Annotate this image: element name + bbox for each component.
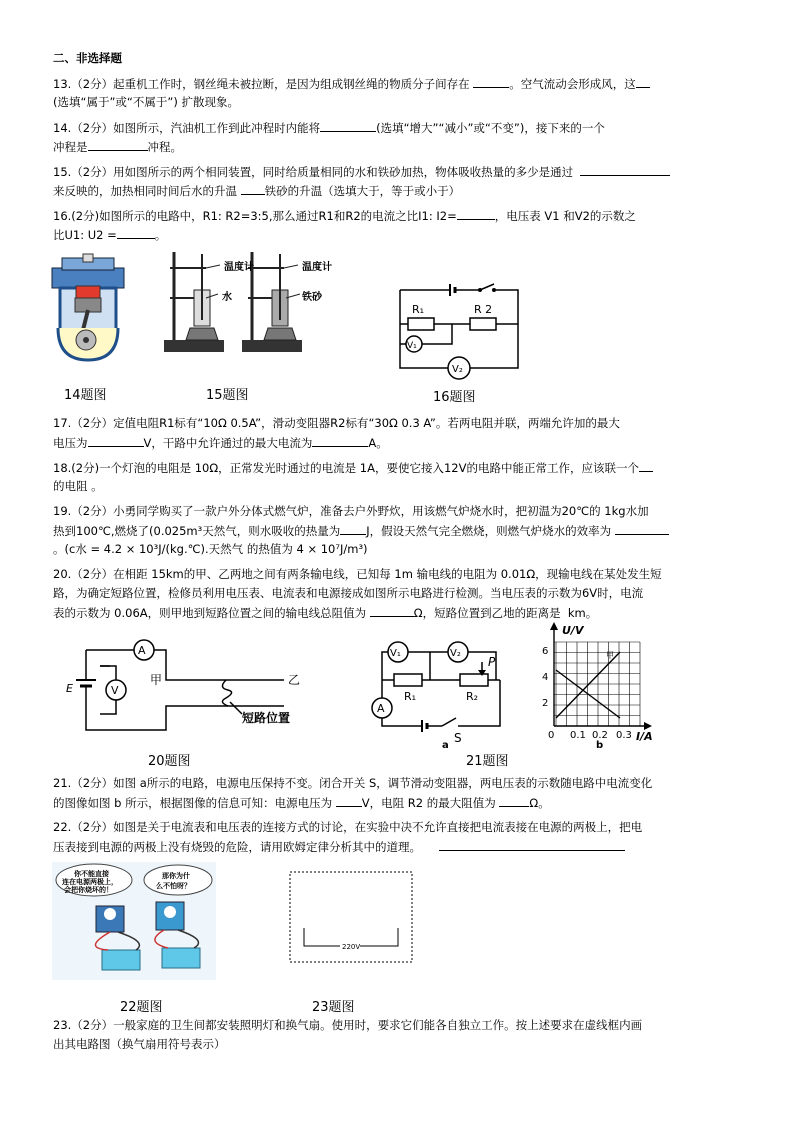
circuit-21a-figure <box>378 640 508 750</box>
q19-blank-1[interactable] <box>340 523 366 535</box>
caption-fig-15: 15题图 <box>206 388 249 403</box>
q20-blank-1[interactable] <box>370 605 414 617</box>
graph-y-tick-6: 6 <box>542 646 549 657</box>
q14-text-c: 冲程是 <box>53 140 88 154</box>
graph-x-tick-01: 0.1 <box>570 730 586 741</box>
circuit-frame-23-figure <box>288 870 416 966</box>
fig21-v2-label: V₂ <box>450 648 461 659</box>
q17-blank-1[interactable] <box>88 435 144 447</box>
q15-text-b: 来反映的，加热相同时间后水的升温 <box>53 184 237 198</box>
question-13-line-2: (选填“属于”或“不属于”) 扩散现象。 <box>53 95 239 109</box>
q21-text-b: V，电阻 R2 的最大阻值为 <box>361 796 496 810</box>
q17-text-c: A。 <box>368 436 388 450</box>
caption-fig-16: 16题图 <box>433 390 476 405</box>
bubble1-line3: 会把你烧坏的！ <box>64 886 113 894</box>
caption-fig-20: 20题图 <box>148 754 191 769</box>
q17-text-b: V，干路中允许通过的最大电流为 <box>143 436 313 450</box>
fig20-source-label: E <box>66 682 73 695</box>
graph-x-label: I/A <box>636 730 653 743</box>
q21-blank-2[interactable] <box>499 795 529 807</box>
q19-text-a: 热到100℃,燃烧了(0.025m³天然气，则水吸收的热量为 <box>53 524 341 538</box>
q21-blank-1[interactable] <box>336 795 362 807</box>
graph-line-jia <box>556 652 620 718</box>
bubble2-line2: 么不怕呀？ <box>156 882 191 890</box>
q15-blank-1[interactable] <box>580 164 670 176</box>
r1-label: R₁ <box>412 303 425 316</box>
graph-y-label: U/V <box>562 624 584 637</box>
question-16-line-1 <box>53 208 636 223</box>
q14-blank-1[interactable] <box>320 120 376 132</box>
fig21-s-label: S <box>454 731 462 745</box>
fig21-p-label: P <box>488 655 496 669</box>
graph-y-tick-2: 2 <box>542 698 549 709</box>
q17-text-a: 电压为 <box>53 436 88 450</box>
q17-blank-2[interactable] <box>312 435 368 447</box>
question-14-line-2 <box>53 139 182 154</box>
fig20-yi-label: 乙 <box>288 673 301 687</box>
q20-text-b: Ω，短路位置到乙地的距离是 <box>413 606 561 620</box>
bubble1-line1: 你不能直接 <box>74 870 109 878</box>
question-15-line-2 <box>53 183 460 198</box>
bubble1-line2: 连在电源两极上， <box>62 878 118 886</box>
label-water: 水 <box>222 292 232 303</box>
label-thermometer-2: 温度计 <box>302 262 332 273</box>
graph-b-label: b <box>596 740 604 751</box>
bubble2-line1: 那你为什 <box>162 872 190 880</box>
q13-text-a: 13.（2分）起重机工作时，钢丝绳未被拉断，是因为组成钢丝绳的物质分子间存在 <box>53 77 470 91</box>
caption-fig-14: 14题图 <box>64 388 107 403</box>
graph-x-tick-03: 0.3 <box>616 730 632 741</box>
battery-1 <box>102 950 140 970</box>
graph-line-other <box>556 670 620 718</box>
fig21-ammeter-label: A <box>377 702 385 715</box>
q16-blank-1[interactable] <box>457 208 495 220</box>
question-23-line-1: 23.（2分）一般家庭的卫生间都安装照明灯和换气扇。使用时，要求它们能各自独立工作。按上述要求在虚线框内画 <box>53 1018 643 1032</box>
graph-grid <box>554 642 640 726</box>
engine-figure <box>50 252 126 364</box>
setup-water <box>164 252 224 352</box>
question-15-line-1 <box>53 164 670 179</box>
question-18-line-2: 的电阻 。 <box>53 479 103 493</box>
circuit-20-figure <box>66 636 316 736</box>
graph-x-tick-02: 0.2 <box>592 730 608 741</box>
q20-text-a: 表的示数为 0.06A，则甲地到短路位置之间的输电线总阻值为 <box>53 606 367 620</box>
q22-blank-1[interactable] <box>439 839 625 851</box>
battery-2 <box>162 948 200 968</box>
graph-y-tick-4: 4 <box>542 672 549 683</box>
q16-blank-2[interactable] <box>117 227 155 239</box>
caption-fig-23: 23题图 <box>312 1000 355 1015</box>
question-19-line-1: 19.（2分）小勇同学购买了一款户外分体式燃气炉，准备去户外野炊，用该燃气炉烧水时，把初温为20℃的 1kg水加 <box>53 504 649 518</box>
q22-text-a: 压表接到电源的两极上没有烧毁的危险，请用欧姆定律分析其中的道理。 <box>53 840 421 854</box>
question-22-line-2 <box>53 839 625 854</box>
q16-text-a: 16.(2分)如图所示的电路中，R1: R2=3:5,那么通过R1和R2的电流之比I1: I2= <box>53 209 457 223</box>
question-23-line-2: 出其电路图（换气扇用符号表示） <box>53 1037 226 1051</box>
q19-blank-2[interactable] <box>615 523 669 535</box>
question-18-line-1 <box>53 460 653 475</box>
circuit-16-figure <box>398 280 522 380</box>
question-20-line-3 <box>53 605 597 620</box>
q13-blank-2[interactable] <box>636 76 650 88</box>
q18-blank-1[interactable] <box>639 460 653 472</box>
fig20-ammeter-label: A <box>138 644 146 657</box>
graph-x-tick-0: 0 <box>548 730 555 741</box>
r2-label: R 2 <box>474 303 493 316</box>
question-16-line-2 <box>53 227 166 242</box>
question-13-line-1 <box>53 76 650 91</box>
question-17-line-1: 17.（2分）定值电阻R1标有“10Ω 0.5A”，滑动变阻器R2标有“30Ω 0.3 A”。若两电阻并联，两端允许加的最大 <box>53 416 620 430</box>
label-iron-sand: 铁砂 <box>302 292 322 303</box>
graph-21b-figure <box>536 622 666 751</box>
q19-text-b: J，假设天然气完全燃烧，则燃气炉烧水的效率为 <box>366 524 612 538</box>
voltage-220v-label: 220V <box>342 943 361 951</box>
q16-text-c: 比U1: U2 = <box>53 228 117 242</box>
q14-text-a: 14.（2分）如图所示，汽油机工作到此冲程时内能将 <box>53 121 321 135</box>
q15-blank-2[interactable] <box>241 183 265 195</box>
question-20-line-1: 20.（2分）在相距 15km的甲、乙两地之间有两条输电线，已知每 1m 输电线的电阻为 0.01Ω，现输电线在某处发生短 <box>53 567 662 581</box>
caption-fig-21: 21题图 <box>466 754 509 769</box>
question-20-line-2: 路，为确定短路位置，检修员利用电压表、电流表和电源接成如图所示电路进行检测。当电压表的示数为6V时，电流 <box>53 586 644 600</box>
fig20-voltmeter-label: V <box>111 684 119 697</box>
label-thermometer-1: 温度计 <box>224 262 254 273</box>
q16-text-b: ，电压表 V1 和V2的示数之 <box>494 209 636 223</box>
question-14-line-1 <box>53 120 605 135</box>
q15-text-a: 15.（2分）用如图所示的两个相同装置，同时给质量相同的水和铁砂加热，物体吸收热量的多少是通过 <box>53 165 574 179</box>
q21-text-a: 的图像如图 b 所示，根据图像的信息可知：电源电压为 <box>53 796 333 810</box>
q14-text-d: 冲程。 <box>147 140 182 154</box>
question-19-line-2 <box>53 523 669 538</box>
q13-text-b: 。空气流动会形成风，这 <box>509 77 636 91</box>
section-title: 二、非选择题 <box>53 51 122 65</box>
v2-label: V₂ <box>452 364 463 375</box>
q21-text-c: Ω。 <box>529 796 550 810</box>
caption-fig-22: 22题图 <box>120 1000 163 1015</box>
question-22-line-1: 22.（2分）如图是关于电流表和电压表的连接方式的讨论，在实验中决不允许直接把电流表接在电源的两极上，把电 <box>53 820 643 834</box>
fig20-short-label: 短路位置 <box>242 711 291 725</box>
q13-blank-1[interactable] <box>473 76 509 88</box>
q18-text-a: 18.(2分)一个灯泡的电阻是 10Ω，正常发光时通过的电流是 1A，要使它接入12V的电路中能正常工作，应该联一个 <box>53 461 639 475</box>
q15-text-c: 铁砂的升温（选填大于，等于或小于） <box>264 184 461 198</box>
fig21-a-label: a <box>442 740 449 751</box>
v1-label: V₁ <box>407 341 417 351</box>
fig21-r1-label: R₁ <box>404 690 417 703</box>
graph-jia-label: 甲 <box>606 651 614 660</box>
q16-text-d: 。 <box>154 228 167 242</box>
q14-blank-2[interactable] <box>88 139 148 151</box>
question-21-line-2 <box>53 795 550 810</box>
q14-text-b: (选填“增大”“减小”或“不变”)，接下来的一个 <box>376 121 605 135</box>
q20-text-c: km。 <box>567 606 598 620</box>
question-21-line-1: 21.（2分）如图 a所示的电路，电源电压保持不变。闭合开关 S，调节滑动变阻器，两电压表的示数随电路中电流变化 <box>53 776 653 790</box>
fig20-jia-label: 甲 <box>150 673 163 687</box>
question-19-line-3: 。(c水 = 4.2 × 10³J/(kg.℃).天然气 的热值为 4 × 10⁷J/m³) <box>53 542 368 556</box>
fig21-v1-label: V₁ <box>390 648 401 659</box>
question-17-line-2 <box>53 435 388 450</box>
meters-cartoon-figure <box>52 862 216 980</box>
fig21-r2-label: R₂ <box>466 690 479 703</box>
